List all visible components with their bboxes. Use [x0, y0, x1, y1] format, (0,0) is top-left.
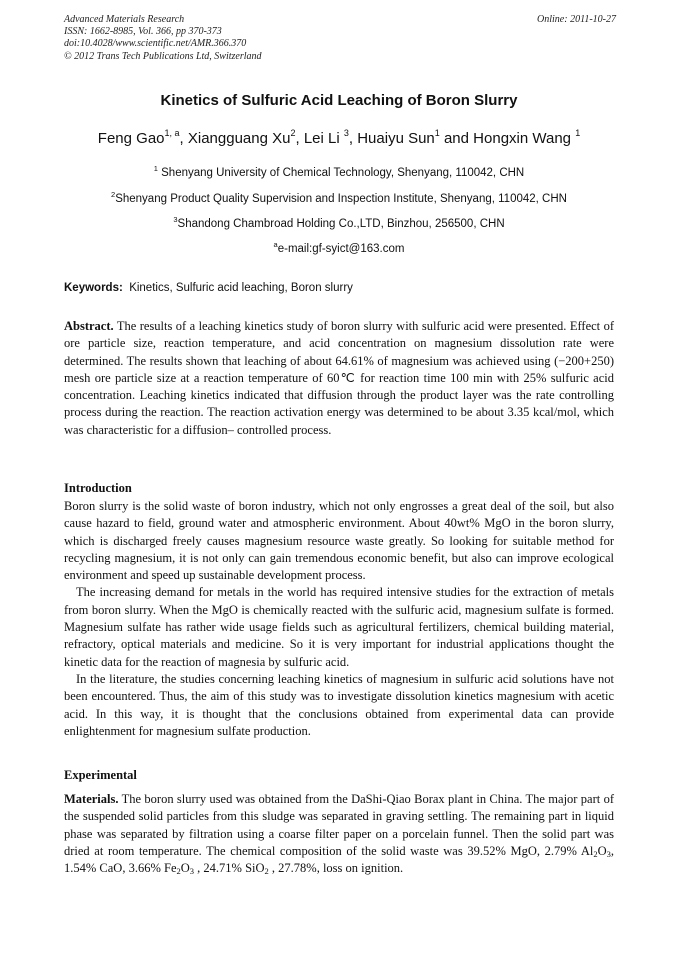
author-name: Hongxin Wang: [473, 130, 572, 147]
section-heading-experimental: Experimental: [64, 768, 137, 782]
composition-o: O: [180, 861, 190, 876]
online-date: Online: 2011-10-27: [537, 14, 616, 25]
author-name: Feng Gao: [97, 130, 165, 147]
subscript: 3: [606, 848, 611, 859]
affiliation-text: Shenyang Product Quality Supervision and Inspection Institute, Shenyang, 110042, CHN: [115, 193, 567, 205]
email-text: e-mail:gf-syict@163.com: [277, 243, 405, 255]
composition-al: 2.79% Al: [544, 843, 594, 858]
subscript: 2: [593, 848, 598, 859]
paragraph: Boron slurry is the solid waste of boron industry, which not only engrosses a great deal of the soil, but also cause hazard to field, ground water and atmospheric environment. About 40wt% MgO in the boron slurry, which is discharged freely causes magnesium resource waste greatly. So looking for suitable method for recycling magnesium, it is not only can gain tremendous economic benefit, but also can improve ecological environment and speed up sustainable development process.: [64, 499, 614, 583]
subscript: 3: [189, 866, 195, 877]
author-sup: 3: [343, 128, 349, 138]
abstract-text: The results of a leaching kinetics study of boron slurry with sulfuric acid were presented. Effect of ore particle size, reaction temperature, and acid concentration on magnesium dissolution rate were determined. The results shown that leaching of about 64.61% of magnesium was achieved using (−200+250) mesh ore particle size at a reaction temperature of 60℃ for reaction time 100 min with 25% sulfuric acid concentration. Leaching kinetics indicated that diffusion through the product layer was the rate controlling process during the reaction. The reaction activation energy was determined to be about 3.35 kcal/mol, which was characteristic for a diffusion– controlled process.: [64, 319, 614, 437]
materials-paragraph: [64, 791, 614, 877]
author-sup: 2: [290, 128, 296, 138]
doi-line: doi:10.4028/www.scientific.net/AMR.366.370: [64, 38, 247, 50]
author-sup: 1, a: [164, 128, 180, 138]
email: [0, 240, 678, 255]
affiliation-text: Shenyang University of Chemical Technology, Shenyang, 110042, CHN: [157, 167, 525, 179]
composition-o: O: [597, 843, 607, 858]
introduction-body: [64, 498, 614, 740]
composition-mgo: 39.52% MgO,: [467, 843, 545, 858]
copyright-line: © 2012 Trans Tech Publications Ltd, Switzerland: [64, 50, 262, 62]
affiliation-sup: 1: [153, 164, 158, 173]
section-heading-introduction: Introduction: [64, 481, 132, 495]
composition-si: , 24.71% SiO: [194, 861, 265, 876]
subscript: 2: [264, 866, 269, 877]
author-sup: 1: [434, 128, 440, 138]
affiliation-text: Shandong Chambroad Holding Co.,LTD, Binzhou, 256500, CHN: [177, 218, 505, 230]
composition-cao: , 1.54% CaO,: [64, 843, 614, 876]
author-name: Xiangguang Xu: [187, 130, 291, 147]
paragraph: The increasing demand for metals in the world has required intensive studies for the extraction of metals from boron slurry. When the MgO is chemically reacted with the sulfuric acid, magnesium sulfate is formed. Magnesium sulfate has rather wide usage fields such as agricultural fertilizers, chemical building material, refractory, optical materials and medicine. So it is very important for industrial applications thought the kinetic data for the reaction of magnesia by sulfuric acid.: [64, 585, 614, 669]
composition-fe: 3.66% Fe: [128, 861, 177, 876]
materials-text: The boron slurry used was obtained from the DaShi-Qiao Borax plant in China. The major part of the suspended solid particles from this sludge was separated in graving settling. The remaining part in liquid phase was separated by filtration using a coarse filter paper on a porcelain funnel. Then the solid part was dried at room temperature. The chemical composition of the solid waste was: [64, 792, 614, 858]
issn-line: ISSN: 1662-8985, Vol. 366, pp 370-373: [64, 26, 222, 38]
materials-label: Materials.: [64, 792, 119, 806]
subscript: 2: [176, 866, 181, 877]
abstract: [64, 318, 614, 439]
keywords-label: Keywords:: [64, 282, 123, 294]
paper-title: Kinetics of Sulfuric Acid Leaching of Boron Slurry: [160, 92, 518, 109]
abstract-label: Abstract.: [64, 319, 114, 333]
affiliation-sup: 3: [173, 215, 178, 224]
affiliation: [0, 190, 678, 205]
author-name: Huaiyu Sun: [357, 130, 435, 147]
journal-header: [64, 14, 616, 63]
journal-name: Advanced Materials Research: [64, 14, 185, 25]
keywords: [64, 282, 353, 294]
author-sup: 1: [575, 128, 581, 138]
author-list: Feng Gao$^{1, a}$, Xiangguang Xu$^2$, Lei Li $^3$, Huaiyu Sun$^1$ and Hongxin Wang $^1$: [97, 128, 581, 147]
affiliation: [0, 215, 678, 230]
affiliation: [0, 164, 678, 179]
paragraph: In the literature, the studies concerning leaching kinetics of magnesium in sulfuric acid solutions have not been encountered. Thus, the aim of this study was to investigate dissolution kinetics magnesium with acetic acid. In this way, it is thought that the conclusions obtained from experimental data can provide enlightenment for magnesium sulfate production.: [64, 671, 614, 738]
keywords-text: Kinetics, Sulfuric acid leaching, Boron slurry: [129, 282, 353, 294]
composition-rest: , 27.78%, loss on ignition.: [268, 861, 404, 876]
affiliation-sup: 2: [111, 190, 116, 199]
email-sup: a: [273, 240, 278, 249]
author-name: Lei Li: [303, 130, 340, 147]
